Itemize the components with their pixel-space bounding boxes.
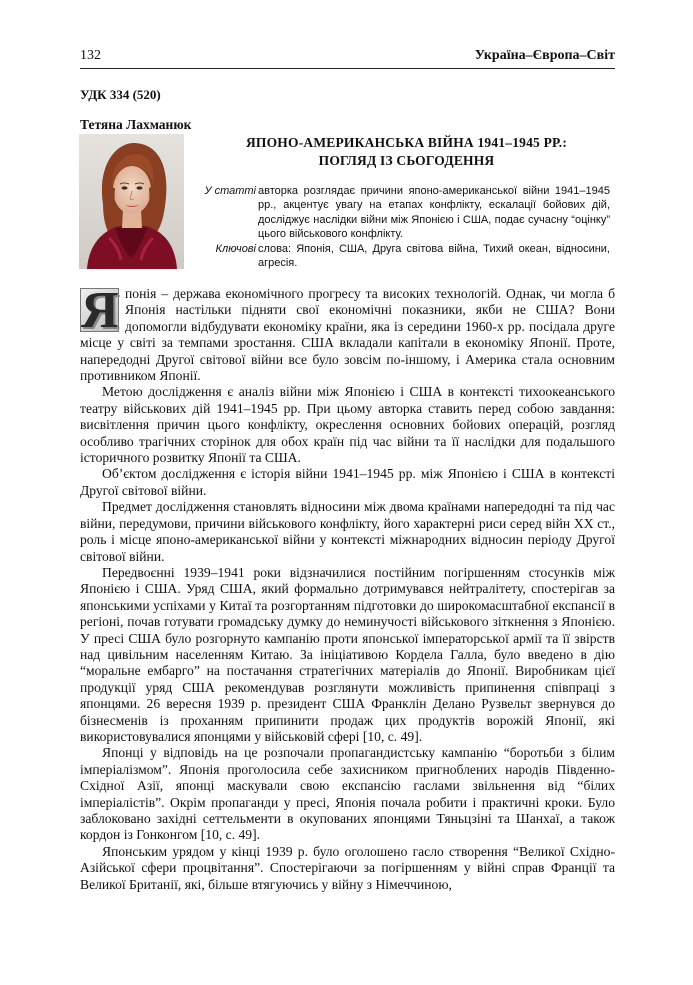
header-rule	[80, 68, 615, 69]
body-paragraph-propaganda: Японці у відповідь на це розпочали пропагандистську кампанію “боротьби з білим імперіалізмом”. Японія проголосила себе захисником пригноблених народів Південно-Східної Азії, японці маскували свою експансію гаслами звільнення від “білих імперіалістів”. Окрім пропаганди у пресі, Японія почала робити і практичні кроки. Було заблоковано західні сеттельменти в окупованих японцями Тяньцзіні та Шанхаї, а також кордон із Гонконгом [10, с. 49].	[80, 745, 615, 843]
intro-paragraph-text: понія – держава економічного прогресу та високих технологій. Однак, чи могла б Японія настільки підняти свої економічні показники, якби не США? Вони допомогли відбудувати економіку країни, яка із середини 1960-х рр. посідала друге місце у світі за темпами зростання. США вкладали капітали в економіку Японії. Проте, напередодні Другої світової війни все було зовсім по-іншому, і Америка стала основним противником Японії.	[80, 286, 615, 384]
page-number: 132	[80, 48, 101, 63]
abstract-label: У статті	[204, 185, 256, 197]
keywords-row	[198, 242, 610, 271]
body-paragraph-subject: Предмет дослідження становлять відносини між двома країнами напередодні та під час війни, передумови, причини військового конфлікту, його характерні риси серед війн ХХ ст., роль і місце японо-американської війни у контексті міжнародних відносин періоду Другої світової війни.	[80, 499, 615, 564]
body-paragraph-aim: Метою дослідження є аналіз війни між Японією і США в контексті тихоокеанського театру військових дій 1941–1945 рр. При цьому авторка ставить перед собою завдання: висвітлення причин цього конфлікту, окреслення основних бойових операцій, розгляд особливо трагічних сторінок для обох країн під час війни та її наслідки для подальшого історичного розвитку Японії та США.	[80, 384, 615, 466]
article-body	[80, 282, 615, 893]
author-portrait-image	[79, 134, 184, 269]
keywords-text: слова: Японія, США, Друга світова війна, Тихий океан, відносини, агресія.	[258, 243, 610, 270]
abstract-row	[198, 184, 610, 241]
body-paragraph-object: Об’єктом дослідження є історія війни 1941–1945 рр. між Японією і США в контексті Другої світової війни.	[80, 466, 615, 498]
body-paragraph-prewar: Передвоєнні 1939–1941 роки відзначилися постійним погіршенням стосунків між Японією і США. Уряд США, який формально дотримувався нейтралітету, спостерігав за японськими успіхами у Китаї та розгортанням підготовки до широкомасштабної експансії в регіоні, почав готувати громадську думку до неминучості військового зіткнення з Японією. У пресі США було розгорнуто кампанію проти японської імператорської армії та її звірств над цивільним населенням Китаю. За ініціативою Кордела Галла, було введено в дію “моральне ембарго” на постачання стратегічних матеріалів до Японії. Виробникам цієї продукції уряд США рекомендував розглянути можливість припинення співпраці з японцями. 26 вересня 1939 р. президент США Франклін Делано Рузвельт звернувся до бізнесменів із проханням припинити продаж цих продуктів ворожій Японії, які використовувалися японцями у військовій сфері [10, с. 49].	[80, 564, 615, 744]
keywords-label: Ключові	[215, 243, 256, 256]
article-title	[200, 134, 613, 170]
abstract-text: авторка розглядає причини японо-американської війни 1941–1945 рр., акцентує увагу на етапах конфлікту, ескалації бойових дій, досліджує наслідки війни між Японією і США, подає сучасну “оцінку” цього військового конфлікту.	[258, 185, 610, 240]
drop-cap-letter: Я	[81, 282, 119, 339]
running-header	[80, 48, 615, 68]
journal-title: Україна–Європа–Світ	[474, 48, 615, 63]
author-photo	[79, 134, 184, 269]
article-title-line-2: ПОГЛЯД ІЗ СЬОГОДЕННЯ	[318, 153, 495, 168]
intro-paragraph	[80, 282, 615, 384]
article-title-line-1: ЯПОНО-АМЕРИКАНСЬКА ВІЙНА 1941–1945 РР.:	[245, 135, 568, 150]
author-name: Тетяна Лахманюк	[80, 117, 192, 132]
abstract-block	[198, 184, 610, 271]
body-paragraph-sphere: Японським урядом у кінці 1939 р. було оголошено гасло створення “Великої Східно-Азійської сфери процвітання”. Спостерігаючи за погіршенням у війні справ Франції та Великої Британії, які, більше втягуючись у війну з Німеччиною,	[80, 843, 615, 892]
udc-code: УДК 334 (520)	[80, 87, 161, 102]
